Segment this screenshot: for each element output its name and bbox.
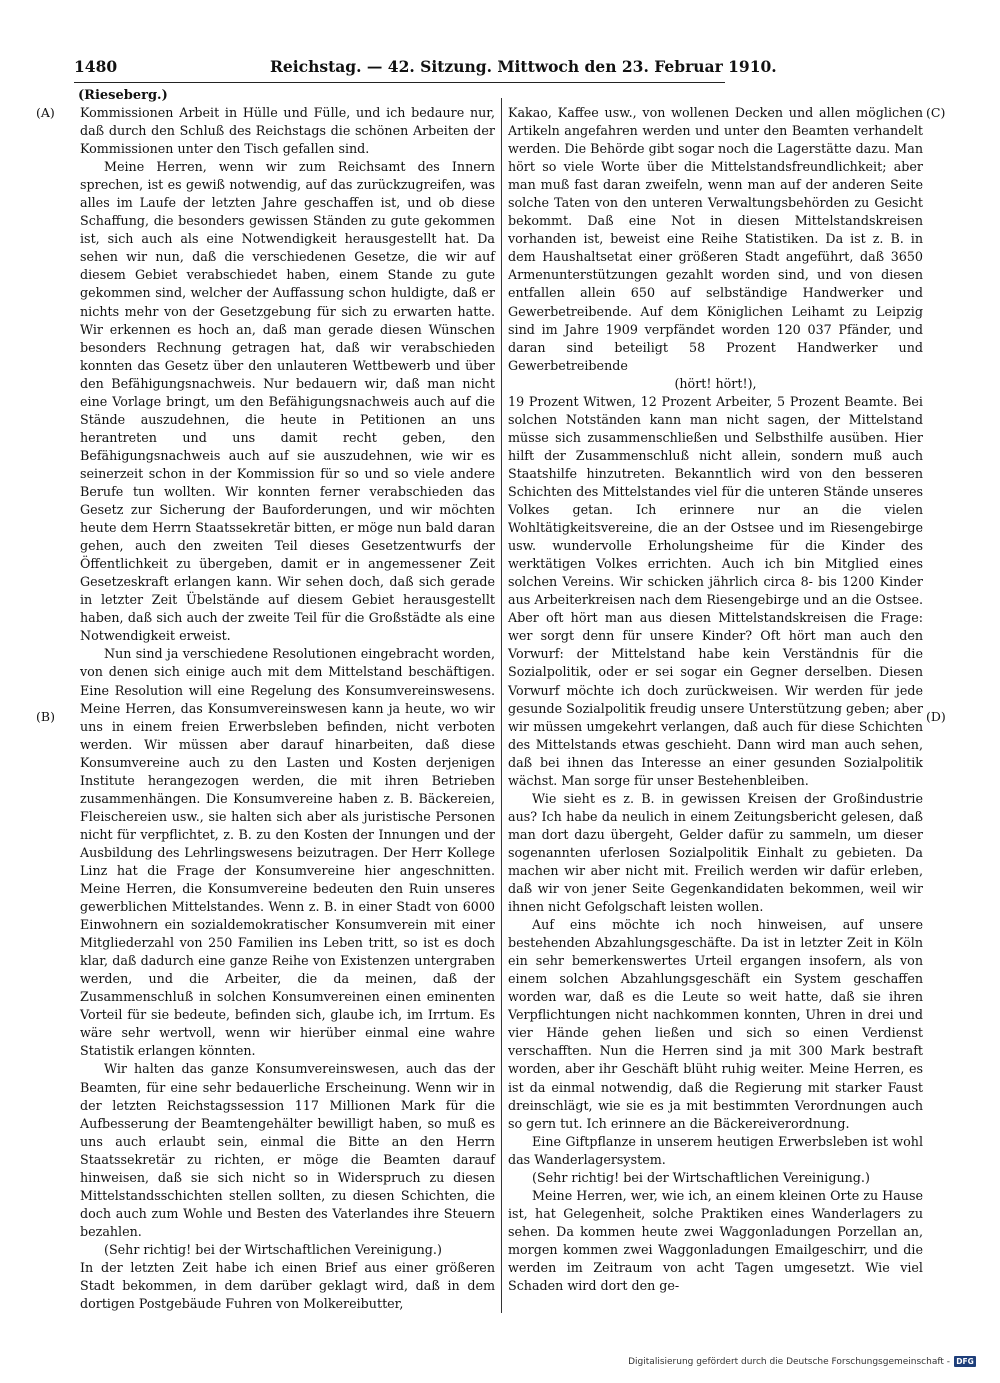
- header-rule: [74, 82, 725, 83]
- page-number: 1480: [74, 57, 118, 76]
- paragraph: Kommissionen Arbeit in Hülle und Fülle, und ich bedaure nur, daß durch den Schluß des Reichstags die schönen Arbeiten der Kommissionen unter den Tisch gefallen sind.: [80, 105, 495, 157]
- paragraph: In der letzten Zeit habe ich einen Brief aus einer größeren Stadt bekommen, in dem darüber geklagt wird, daß in dem dortigen Postgebäude Fuhren von Molkereibutter,: [80, 1260, 495, 1312]
- paragraph: Meine Herren, wenn wir zum Reichsamt des Innern sprechen, ist es gewiß notwendig, auf das zurückzugreifen, was alles im Laufe der letzten Jahre geschaffen ist, und ob diese Schaffung, die besonders gewissen Ständen zu gute gekommen ist, sich auch als eine Notwendigkeit herausgestellt hat. Da sehen wir nun, daß die verschiedenen Gesetze, die wir auf diesem Gebiet verabschiedet haben, einem Stande zu gute gekommen sind, welcher der Auffassung schon huldigte, daß er nichts mehr von der Gesetzgebung für sich zu erwarten hatte. Wir erkennen es hoch an, daß man gerade diesen Wünschen besonders Rechnung getragen hat, daß wir verabschieden konnten das Gesetz über den unlauteren Wettbewerb und über den Befähigungsnachweis. Nur bedauern wir, daß man nicht eine Vorlage bringt, um den Befähigungsnachweis auch auf die Stände auszudehnen, die heute in Petitionen an uns herantreten und uns damit recht geben, den Befähigungsnachweis auch auf sie auszudehnen, wie wir es seinerzeit schon in der Kommission für so und so viele andere Berufe tun wollten. Wir konnten ferner verabschieden das Gesetz zur Sicherung der Bauforderungen, und wir möchten heute dem Herrn Staatssekretär bitten, er möge nun bald daran gehen, auch den zweiten Teil dieses Gesetzentwurfs der Öffentlichkeit zu übergeben, damit er in angemessener Zeit Gesetzeskraft erlangen kann. Wir sehen doch, daß sich gerade in letzter Zeit Übelstände auf diesem Gebiet herausgestellt haben, daß sich auch der zweite Teil für die Großstädte als eine Notwendigkeit erweist.: [80, 159, 495, 644]
- right-column: [508, 104, 923, 1295]
- paragraph: Wir halten das ganze Konsumvereinswesen, auch das der Beamten, für eine sehr bedauerliche Erscheinung. Wenn wir in der letzten Reichstagssession 117 Millionen Mark für die Aufbesserung der Beamtengehälter bewilligt haben, so muß es uns auch erlaubt sein, einmal die Bitte an den Herrn Staatssekretär zu richten, er möge die Beamten darauf hinweisen, daß sie sich nicht so in Widerspruch zu diesen Mittelstandsschichten stellen sollten, zu diesen Schichten, die doch auch zum Wohle und Besten des Vaterlandes ihre Steuern bezahlen.: [80, 1061, 495, 1239]
- interjection: (Sehr richtig! bei der Wirtschaftlichen Vereinigung.): [104, 1241, 442, 1257]
- interjection: (hört! hört!),: [674, 375, 757, 391]
- dfg-logo: DFG: [954, 1356, 976, 1367]
- margin-marker-b: (B): [36, 709, 55, 724]
- margin-marker-d: (D): [926, 709, 946, 724]
- speaker-name: (Rieseberg.): [78, 88, 168, 103]
- paragraph: Kakao, Kaffee usw., von wollenen Decken und allen möglichen Artikeln angefahren werden und unter den Beamten verhandelt werden. Die Behörde gibt sogar noch die Lagerstätte dazu. Man hört so viele Worte über die Mittelstandsfreundlichkeit; aber man muß fast daran zweifeln, wenn man auf der anderen Seite solche Taten von den unteren Verwaltungsbehörden zu Gesicht bekommt. Daß eine Not in diesen Mittelstandskreisen vorhanden ist, beweist eine Reihe Statistiken. Da ist z. B. in dem Haushaltsetat einer größeren Stadt angeführt, daß 3650 Armenunterstützungen gezahlt worden sind, und von diesen entfallen allein 650 auf selbständige Handwerker und Gewerbetreibende. Auf dem Königlichen Leihamt zu Leipzig sind im Jahre 1909 verpfändet worden 120 037 Pfänder, und daran sind beteiligt 58 Prozent Handwerker und Gewerbetreibende: [508, 105, 923, 373]
- page-header: [74, 53, 777, 81]
- paragraph: Eine Giftpflanze in unserem heutigen Erwerbsleben ist wohl das Wanderlagersystem.: [508, 1133, 923, 1167]
- interjection: (Sehr richtig! bei der Wirtschaftlichen Vereinigung.): [532, 1169, 870, 1185]
- paragraph: Meine Herren, wer, wie ich, an einem kleinen Orte zu Hause ist, hat Gelegenheit, solche Praktiken eines Wanderlagers zu sehen. Da kommen heute zwei Waggonladungen Porzellan an, morgen kommen zwei Waggonladungen Emailgeschirr, und die werden im Zeitraum von acht Tagen umgesetzt. Wie viel Schaden wird dort den ge-: [508, 1187, 923, 1294]
- digitization-footer: [628, 1356, 976, 1367]
- footer-text: Digitalisierung gefördert durch die Deutsche Forschungsgemeinschaft -: [628, 1356, 950, 1367]
- running-title: Reichstag. — 42. Sitzung. Mittwoch den 23. Februar 1910.: [270, 57, 777, 76]
- paragraph: 19 Prozent Witwen, 12 Prozent Arbeiter, 5 Prozent Beamte. Bei solchen Notständen kann man nicht sagen, der Mittelstand müsse sich zusammenschließen und Selbsthilfe ausüben. Hier hilft der Zusammenschluß nicht allein, sondern muß auch Staatshilfe hinzutreten. Bekanntlich wird von den besseren Schichten des Mittelstandes viel für die unteren Stände unseres Volkes getan. Ich erinnere nur an die vielen Wohltätigkeitsvereine, die an der Ostsee und im Riesengebirge usw. wundervolle Erholungsheime für die Kinder des werktätigen Volkes errichten. Auch ich bin Mitglied eines solchen Vereins. Wir schicken jährlich circa 8- bis 1200 Kinder aus Arbeiterkreisen nach dem Riesengebirge und an die Ostsee. Aber oft hört man aus diesen Mittelstandskreisen die Frage: wer sorgt denn für unsere Kinder? Oft hört man auch den Vorwurf: der Mittelstand habe kein Verständnis für die Sozialpolitik, oder er sei sogar ein Gegner derselben. Diesen Vorwurf möchte ich doch zurückweisen. Wir werden für jede gesunde Sozialpolitik freudig unsere Unterstützung geben; aber wir müssen umgekehrt verlangen, daß auch für diese Schichten des Mittelstands etwas geschieht. Dann wird man auch sehen, daß bei ihnen das Interesse an einer gesunden Sozialpolitik wächst. Man sorge für unser Bestehenbleiben.: [508, 393, 923, 788]
- left-column: [80, 104, 495, 1313]
- column-divider: [501, 98, 502, 1313]
- paragraph: Auf eins möchte ich noch hinweisen, auf unsere bestehenden Abzahlungsgeschäfte. Da ist in letzter Zeit in Köln ein sehr bemerkenswertes Urteil ergangen insofern, als von einem solchen Abzahlungsgeschäft ein System geschaffen worden war, daß es die Leute so weit hatte, daß sie ihren Verpflichtungen nicht nachkommen konnten, Uhren in drei und vier Hände gehen ließen und sich so einen Verdienst verschafften. Nun die Herren sind ja mit 300 Mark bestraft worden, aber ihr Geschäft blüht ruhig weiter. Meine Herren, es ist da einmal notwendig, daß die Regierung mit starker Faust dreinschlägt, wie sie es ja mit bestimmten Verordnungen auch so gern tut. Ich erinnere an die Bäckereiverordnung.: [508, 917, 923, 1131]
- paragraph: Wie sieht es z. B. in gewissen Kreisen der Großindustrie aus? Ich habe da neulich in einem Zeitungsbericht gelesen, daß man dort dazu übergeht, Gelder dafür zu sammeln, um dieser sogenannten uferlosen Sozialpolitik Einhalt zu gebieten. Da machen wir aber nicht mit. Freilich werden wir dafür erleben, daß wir von jener Seite Gegenkandidaten bekommen, weil wir ihnen nicht Gefolgschaft leisten wollen.: [508, 790, 923, 915]
- margin-marker-c: (C): [926, 105, 946, 120]
- margin-marker-a: (A): [36, 105, 55, 120]
- paragraph: Nun sind ja verschiedene Resolutionen eingebracht worden, von denen sich einige auch mit dem Mittelstand beschäftigen. Eine Resolution will eine Regelung des Konsumvereinswesens. Meine Herren, das Konsumvereinswesen kann ja heute, wo wir uns in einem freien Erwerbsleben befinden, nicht verboten werden. Wir müssen aber darauf hinarbeiten, daß diese Konsumvereine auch zu den Lasten und Kosten derjenigen Institute herangezogen werden, die mit ihren Betrieben zusammenhängen. Die Konsumvereine haben z. B. Bäckereien, Fleischereien usw., sie halten sich aber als juristische Personen nicht für verpflichtet, z. B. zu den Kosten der Innungen und der Ausbildung des Lehrlingswesens beizutragen. Der Herr Kollege Linz hat die Frage der Konsumvereine hier angeschnitten. Meine Herren, die Konsumvereine bedeuten den Ruin unseres gewerblichen Mittelstandes. Wenn z. B. in einer Stadt von 6000 Einwohnern ein sozialdemokratischer Konsumverein mit einer Mitgliederzahl von 250 Familien ins Leben tritt, so ist es doch klar, daß dadurch eine ganze Reihe von Existenzen untergraben werden, und die Arbeiter, die da meinen, daß der Zusammenschluß in solchen Konsumvereinen einen eminenten Vorteil für sie bedeute, befinden sich, glaube ich, im Irrtum. Es wäre sehr wertvoll, wenn wir hierüber einmal eine wahre Statistik erlangen könnten.: [80, 646, 495, 1059]
